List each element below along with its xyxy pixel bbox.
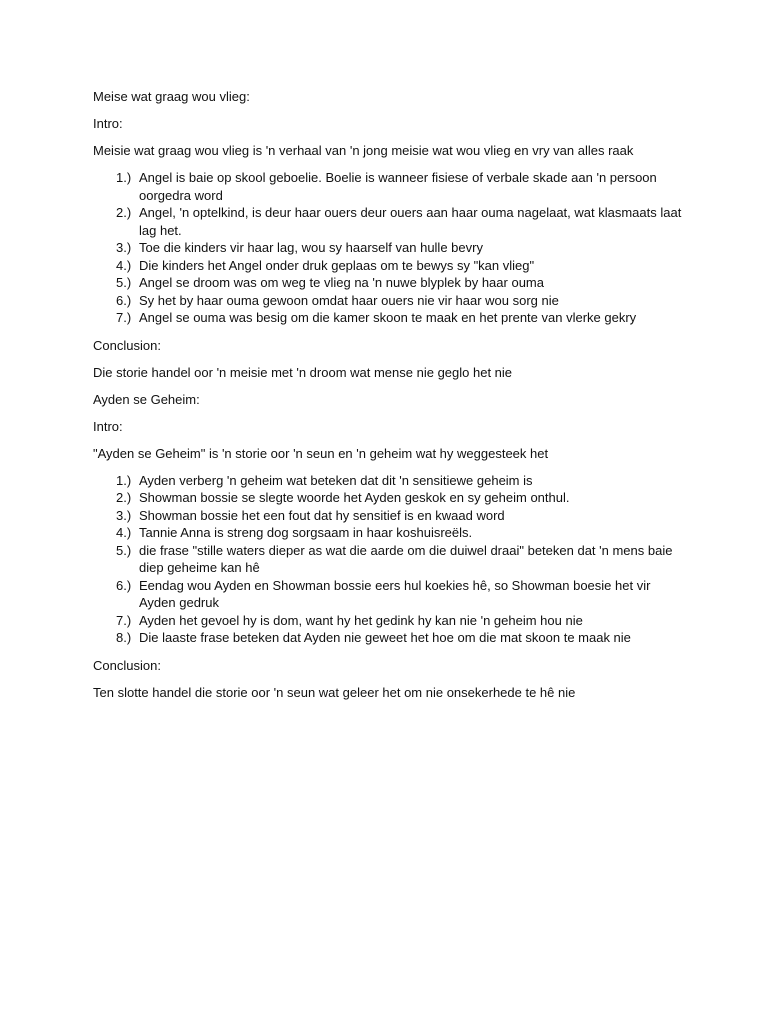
list-item (93, 309, 683, 327)
list-item-number: 2.) (116, 490, 132, 505)
list-item-number: 6.) (116, 577, 132, 593)
list-item-text: die frase "stille waters dieper as wat die aarde om die duiwel draai" beteken dat 'n mens baie diep geheime kan hê (139, 542, 673, 575)
list-item (93, 542, 683, 577)
list-item-number: 2.) (116, 205, 132, 220)
section1-list (93, 169, 683, 327)
section2-intro-text: "Ayden se Geheim" is 'n storie oor 'n seun en 'n geheim wat hy weggesteek het (93, 445, 549, 461)
document-page (93, 88, 683, 711)
list-item-text: Angel is baie op skool geboelie. Boelie is wanneer fisiese of verbale skade aan 'n persoon oorgedra word (139, 170, 657, 203)
list-item (93, 472, 683, 490)
list-item-number: 4.) (116, 525, 132, 540)
section2-title: Ayden se Geheim: (93, 391, 200, 407)
section1-intro-text: Meisie wat graag wou vlieg is 'n verhaal van 'n jong meisie wat wou vlieg en vry van alles raak (93, 143, 634, 158)
list-item-number: 7.) (116, 310, 132, 325)
list-item (93, 524, 683, 542)
list-item-number: 8.) (116, 630, 132, 645)
list-item-number: 1.) (116, 472, 132, 488)
list-item-number: 5.) (116, 275, 132, 290)
section2-intro-label: Intro: (93, 418, 123, 434)
list-item-text: Sy het by haar ouma gewoon omdat haar ouers nie vir haar wou sorg nie (139, 292, 559, 308)
list-item (93, 204, 683, 239)
section1-conclusion-label: Conclusion: (93, 337, 161, 353)
list-item-text: Angel se droom was om weg te vlieg na 'n nuwe blyplek by haar ouma (139, 275, 544, 290)
section1-intro-label: Intro: (93, 116, 123, 131)
list-item-text: Tannie Anna is streng dog sorgsaam in haar koshuisreëls. (139, 525, 473, 540)
list-item-number: 5.) (116, 542, 132, 558)
section2-conclusion-label: Conclusion: (93, 657, 161, 673)
list-item (93, 257, 683, 275)
section1-conclusion-text: Die storie handel oor 'n meisie met 'n droom wat mense nie geglo het nie (93, 364, 513, 380)
list-item-text: Showman bossie se slegte woorde het Ayden geskok en sy geheim onthul. (139, 490, 570, 505)
list-item-number: 1.) (116, 170, 132, 185)
list-item (93, 169, 683, 204)
list-item-number: 3.) (116, 240, 132, 255)
list-item-text: Toe die kinders vir haar lag, wou sy haarself van hulle bevry (139, 240, 483, 255)
list-item-text: Ayden verberg 'n geheim wat beteken dat dit 'n sensitiewe geheim is (139, 472, 533, 488)
list-item (93, 612, 683, 630)
list-item-text: Die kinders het Angel onder druk geplaas om te bewys sy "kan vlieg" (139, 257, 535, 273)
list-item-text: Angel se ouma was besig om die kamer skoon te maak en het prente van vlerke gekry (139, 310, 637, 325)
section1-title: Meise wat graag wou vlieg: (93, 89, 250, 104)
list-item-text: Die laaste frase beteken dat Ayden nie geweet het hoe om die mat skoon te maak nie (139, 630, 631, 645)
list-item-text: Eendag wou Ayden en Showman bossie eers hul koekies hê, so Showman boesie het vir Ayden gedruk (139, 577, 651, 610)
list-item (93, 629, 683, 647)
list-item-text: Angel, 'n optelkind, is deur haar ouers deur ouers aan haar ouma nagelaat, wat klasmaats laat lag het. (139, 205, 682, 238)
section2-conclusion-text: Ten slotte handel die storie oor 'n seun wat geleer het om nie onsekerhede te hê nie (93, 684, 576, 700)
list-item (93, 577, 683, 612)
list-item (93, 274, 683, 292)
list-item (93, 239, 683, 257)
list-item (93, 489, 683, 507)
section2-list (93, 472, 683, 647)
list-item-number: 6.) (116, 292, 132, 308)
list-item-text: Ayden het gevoel hy is dom, want hy het gedink hy kan nie 'n geheim hou nie (139, 612, 583, 628)
list-item-number: 4.) (116, 257, 132, 273)
list-item (93, 507, 683, 525)
list-item (93, 292, 683, 310)
list-item-number: 3.) (116, 507, 132, 523)
list-item-text: Showman bossie het een fout dat hy sensitief is en kwaad word (139, 507, 505, 523)
list-item-number: 7.) (116, 612, 132, 628)
